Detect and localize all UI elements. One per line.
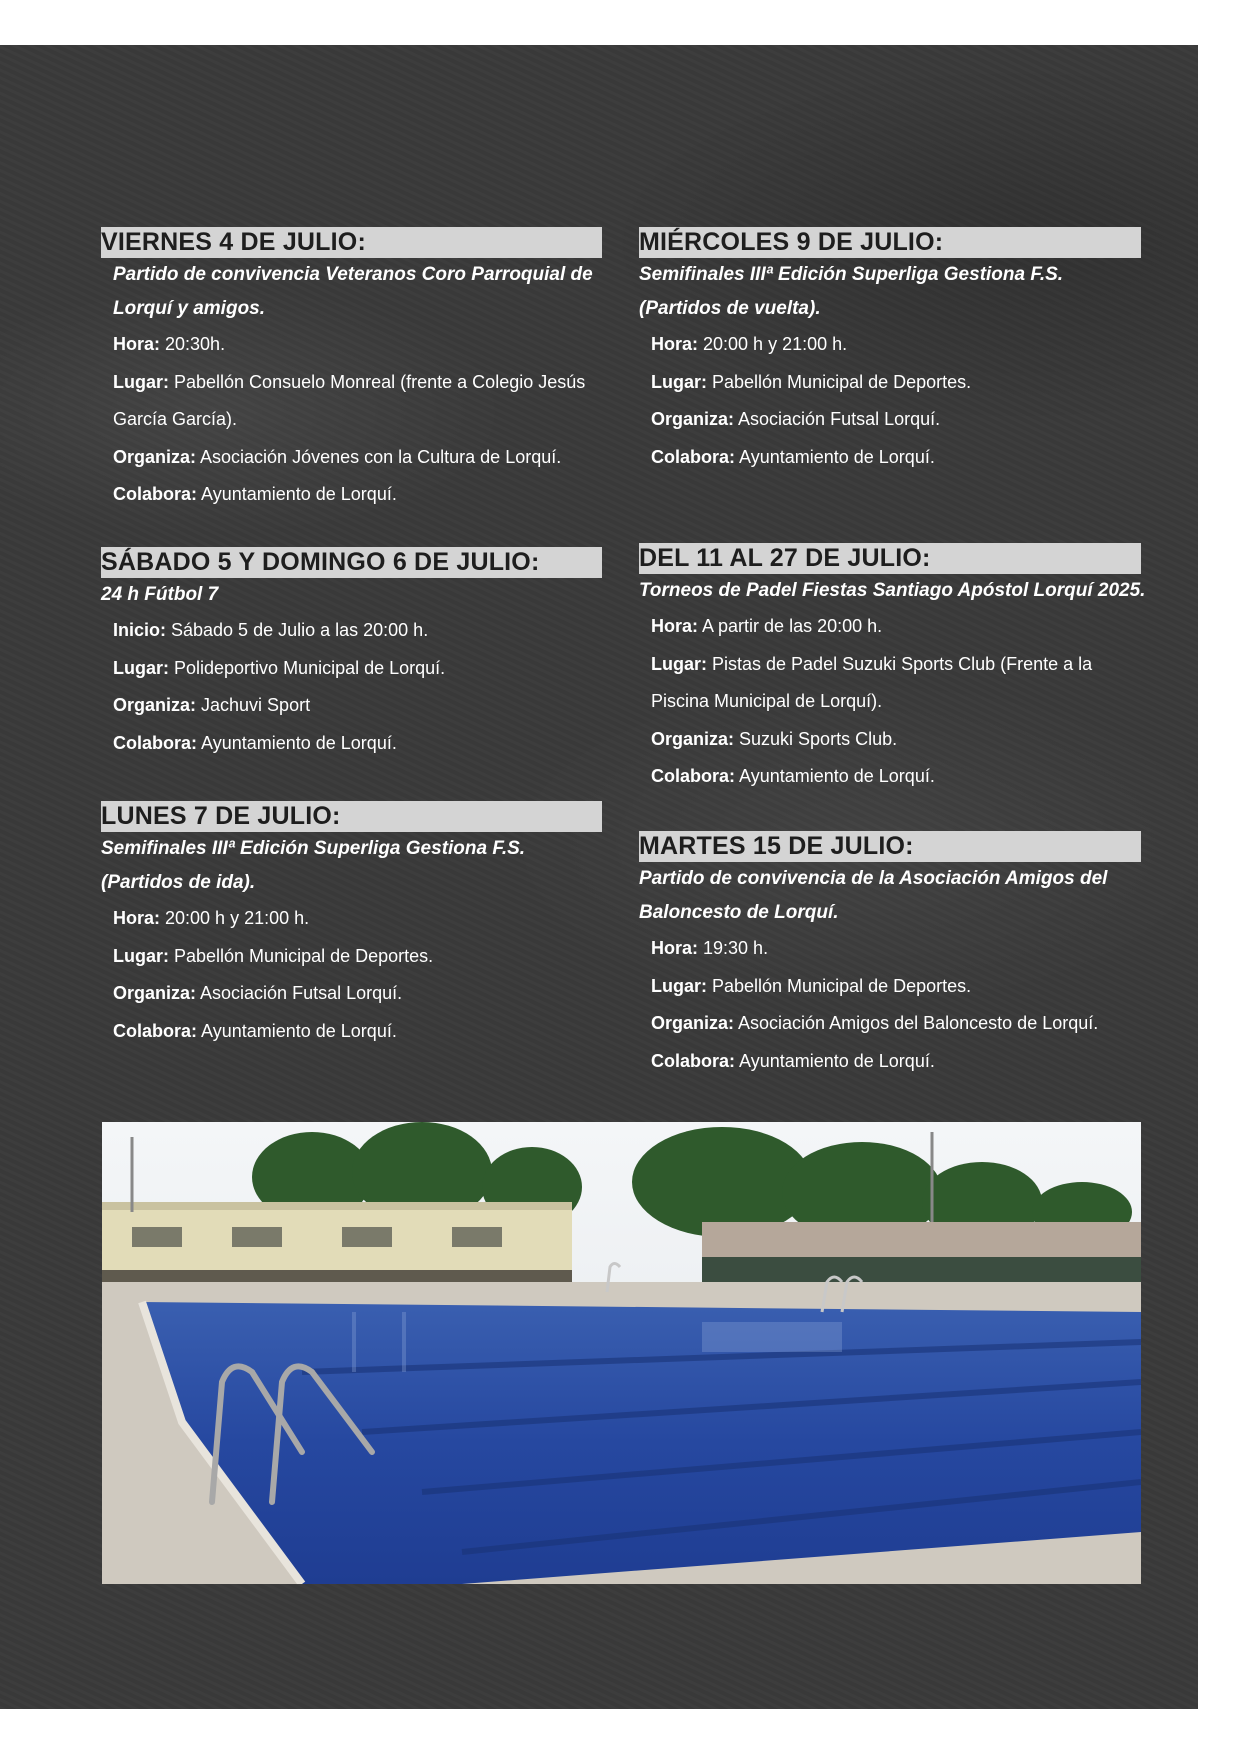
- detail-label: Organiza:: [113, 695, 197, 715]
- detail-value: Pabellón Municipal de Deportes.: [169, 945, 434, 966]
- event-detail-row: [101, 401, 602, 439]
- event-detail-row: [101, 725, 602, 763]
- detail-value: Piscina Municipal de Lorquí).: [651, 691, 883, 711]
- detail-value: Ayuntamiento de Lorquí.: [197, 732, 397, 753]
- event-heading: LUNES 7 DE JULIO:: [101, 801, 602, 832]
- event-martes-15-julio: [639, 831, 1141, 1080]
- event-detail-row: [101, 439, 602, 477]
- event-viernes-4-julio: [101, 227, 602, 514]
- event-title: Semifinales IIIª Edición Superliga Gestiona F.S.: [639, 264, 1064, 285]
- detail-value: Ayuntamiento de Lorquí.: [197, 484, 397, 504]
- event-detail-row: [639, 326, 1141, 364]
- event-detail-row: [639, 1043, 1141, 1081]
- detail-label: Lugar:: [113, 371, 169, 392]
- detail-label: Colabora:: [651, 766, 736, 786]
- event-detail-row: [639, 401, 1141, 439]
- event-detail-row: [101, 650, 602, 688]
- event-heading: DEL 11 AL 27 DE JULIO:: [639, 543, 1141, 574]
- swimming-pool-photo: [102, 1122, 1141, 1584]
- detail-value: Asociación Futsal Lorquí.: [196, 983, 403, 1003]
- event-heading: MIÉRCOLES 9 DE JULIO:: [639, 227, 1141, 258]
- event-title: Torneos de Padel Fiestas Santiago Apóstol Lorquí 2025.: [639, 580, 1146, 601]
- event-title: Partido de convivencia de la Asociación Amigos del: [639, 868, 1108, 889]
- detail-label: Colabora:: [113, 484, 198, 504]
- detail-value: Pabellón Municipal de Deportes.: [707, 975, 972, 996]
- event-detail-row: [639, 364, 1141, 402]
- detail-label: Colabora:: [113, 1020, 198, 1041]
- event-title: (Partidos de ida).: [101, 872, 256, 893]
- event-title: Partido de convivencia Veteranos Coro Parroquial de: [113, 264, 593, 285]
- detail-value: Polideportivo Municipal de Lorquí.: [169, 657, 446, 678]
- event-detail-row: [101, 687, 602, 725]
- event-detail-row: [639, 758, 1141, 796]
- event-detail-row: [101, 938, 602, 976]
- detail-value: Sábado 5 de Julio a las 20:00 h.: [166, 620, 429, 640]
- event-detail-row: [101, 364, 602, 402]
- detail-label: Hora:: [113, 334, 161, 354]
- detail-label: Colabora:: [651, 1050, 736, 1071]
- detail-value: 20:00 h y 21:00 h.: [698, 334, 848, 354]
- event-miercoles-9-julio: [639, 227, 1141, 476]
- event-detail-row: [101, 1013, 602, 1051]
- event-title: Lorquí y amigos.: [113, 298, 266, 319]
- detail-value: Pabellón Consuelo Monreal (frente a Colegio Jesús: [169, 371, 586, 392]
- detail-label: Lugar:: [651, 975, 707, 996]
- detail-label: Hora:: [651, 334, 699, 354]
- event-heading: SÁBADO 5 Y DOMINGO 6 DE JULIO:: [101, 547, 602, 578]
- detail-label: Hora:: [651, 938, 699, 958]
- detail-label: Colabora:: [651, 446, 736, 467]
- detail-label: Organiza:: [651, 728, 735, 749]
- event-detail-row: [101, 612, 602, 650]
- event-sabado-5-domingo-6-julio: [101, 547, 602, 762]
- event-detail-row: [101, 900, 602, 938]
- detail-label: Organiza:: [113, 983, 197, 1003]
- detail-label: Organiza:: [113, 446, 197, 467]
- detail-value: A partir de las 20:00 h.: [698, 616, 883, 636]
- detail-label: Hora:: [113, 908, 161, 928]
- event-detail-row: [639, 721, 1141, 759]
- event-title: (Partidos de vuelta).: [639, 298, 821, 319]
- detail-label: Lugar:: [113, 945, 169, 966]
- event-detail-row: [101, 975, 602, 1013]
- event-detail-row: [639, 930, 1141, 968]
- detail-label: Lugar:: [651, 653, 707, 674]
- detail-value: 20:30h.: [160, 334, 226, 354]
- event-title: Semifinales IIIª Edición Superliga Gestiona F.S.: [101, 838, 526, 859]
- event-detail-row: [639, 439, 1141, 477]
- detail-value: Ayuntamiento de Lorquí.: [735, 446, 935, 467]
- event-title: Baloncesto de Lorquí.: [639, 902, 839, 923]
- event-detail-row: [639, 683, 1141, 721]
- detail-value: 19:30 h.: [698, 938, 769, 958]
- detail-value: 20:00 h y 21:00 h.: [160, 908, 310, 928]
- event-detail-row: [101, 326, 602, 364]
- pool-illustration: [102, 1122, 1141, 1584]
- event-heading: MARTES 15 DE JULIO:: [639, 831, 1141, 862]
- detail-value: Pistas de Padel Suzuki Sports Club (Frente a la: [707, 653, 1093, 674]
- event-detail-row: [639, 968, 1141, 1006]
- event-detail-row: [639, 608, 1141, 646]
- detail-value: Jachuvi Sport: [196, 695, 311, 715]
- detail-value: Asociación Amigos del Baloncesto de Lorquí.: [734, 1013, 1099, 1033]
- event-detail-row: [639, 646, 1141, 684]
- detail-value: Asociación Jóvenes con la Cultura de Lorquí.: [196, 446, 562, 467]
- detail-value: García García).: [113, 409, 238, 429]
- detail-label: Lugar:: [651, 371, 707, 392]
- detail-value: Ayuntamiento de Lorquí.: [197, 1020, 397, 1041]
- detail-label: Colabora:: [113, 732, 198, 753]
- detail-label: Organiza:: [651, 1013, 735, 1033]
- detail-value: Ayuntamiento de Lorquí.: [735, 1050, 935, 1071]
- event-detail-row: [101, 476, 602, 514]
- detail-label: Hora:: [651, 616, 699, 636]
- detail-label: Lugar:: [113, 657, 169, 678]
- event-lunes-7-julio: [101, 801, 602, 1050]
- event-title: 24 h Fútbol 7: [101, 584, 219, 605]
- detail-value: Pabellón Municipal de Deportes.: [707, 371, 972, 392]
- event-del-11-al-27-julio: [639, 543, 1146, 796]
- detail-value: Suzuki Sports Club.: [734, 728, 898, 749]
- event-heading: VIERNES 4 DE JULIO:: [101, 227, 602, 258]
- event-detail-row: [639, 1005, 1141, 1043]
- detail-label: Organiza:: [651, 409, 735, 429]
- detail-value: Ayuntamiento de Lorquí.: [735, 766, 935, 786]
- detail-value: Asociación Futsal Lorquí.: [734, 409, 941, 429]
- detail-label: Inicio:: [113, 620, 166, 640]
